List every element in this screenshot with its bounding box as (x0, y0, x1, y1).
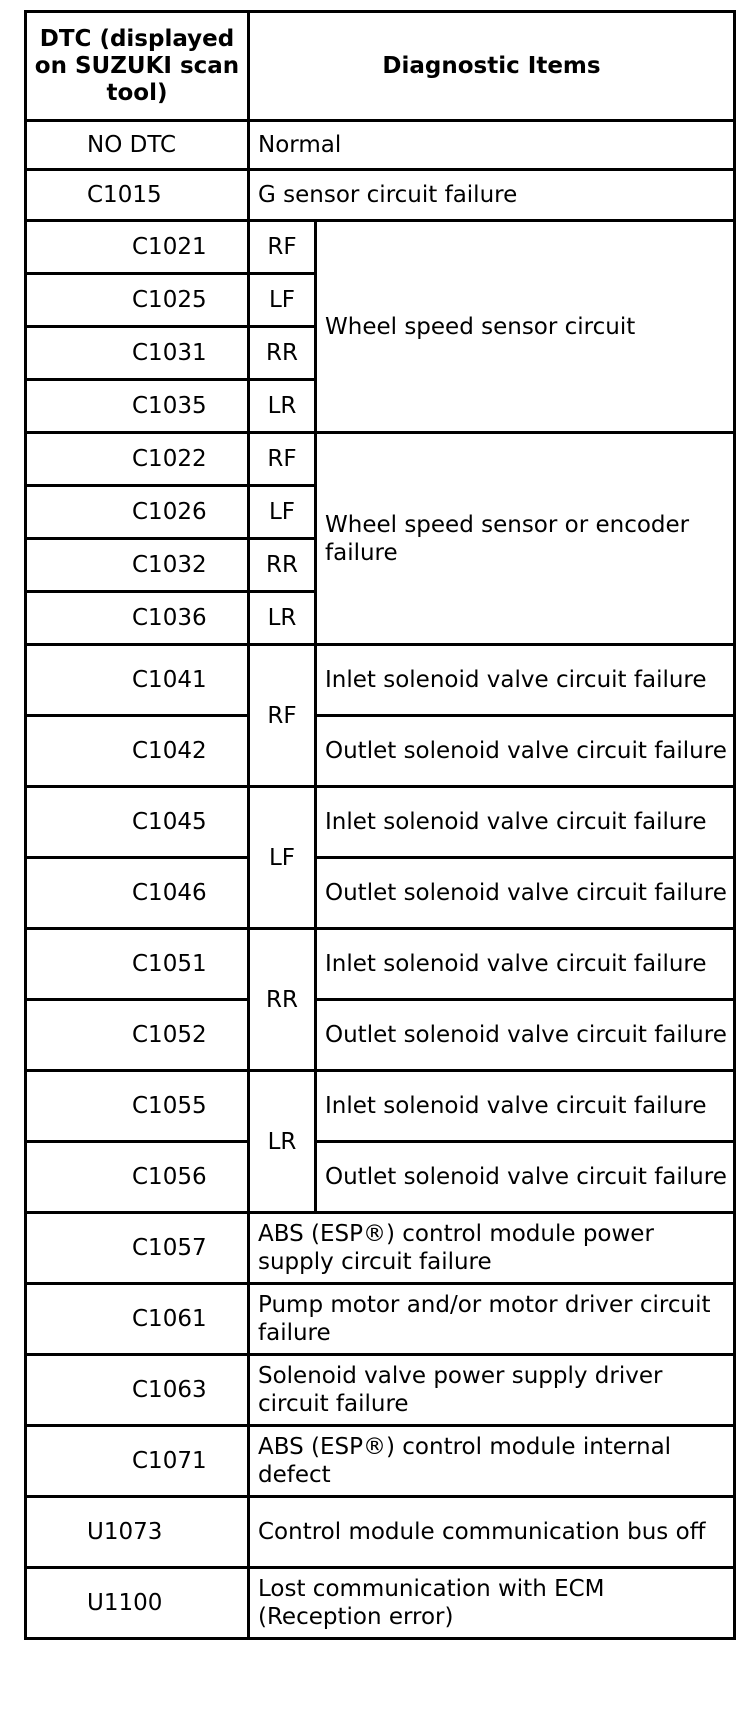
item-cell (314, 431, 736, 646)
dtc-cell (24, 998, 250, 1072)
item-cell (247, 119, 736, 171)
wheel-position: LR (267, 1128, 297, 1155)
dtc-cell (24, 484, 250, 540)
dtc-cell (24, 219, 250, 275)
header-items-cell (247, 10, 736, 122)
dtc-cell (24, 1566, 250, 1640)
dtc-code: C1022 (132, 446, 207, 472)
item-cell (247, 1495, 736, 1569)
diagnostic-item: Pump motor and/or motor driver circuit failure (258, 1292, 711, 1346)
item-cell (314, 998, 736, 1072)
wheel-position: RR (266, 340, 298, 366)
dtc-cell (24, 1353, 250, 1427)
item-cell (247, 168, 736, 222)
wheel-position-cell (247, 785, 317, 930)
item-cell (314, 219, 736, 434)
item-cell (314, 856, 736, 930)
wheel-position-cell (247, 590, 317, 646)
diagnostic-item: Lost communication with ECM (Reception error) (258, 1576, 605, 1630)
wheel-position: LF (268, 287, 296, 313)
dtc-cell (24, 927, 250, 1001)
diagnostic-item: Inlet solenoid valve circuit failure (325, 951, 707, 977)
diagnostic-item: ABS (ESP®) control module internal defect (258, 1434, 672, 1488)
header-items-label: Diagnostic Items (382, 52, 601, 79)
dtc-code: NO DTC (87, 132, 177, 158)
dtc-code: C1036 (132, 605, 207, 631)
wheel-position-cell (247, 643, 317, 788)
dtc-code: U1100 (87, 1590, 163, 1616)
wheel-position: LF (268, 499, 296, 525)
item-cell (314, 785, 736, 859)
header-dtc-label: DTC (displayed on SUZUKI scan tool) (34, 25, 240, 106)
dtc-cell (24, 1211, 250, 1285)
wheel-position-cell (247, 431, 317, 487)
dtc-code: U1073 (87, 1519, 163, 1545)
diagnostic-item: Outlet solenoid valve circuit failure (325, 738, 727, 764)
dtc-code: C1046 (132, 880, 207, 906)
dtc-cell (24, 1140, 250, 1214)
diagnostic-item: Wheel speed sensor or encoder failure (325, 511, 690, 566)
dtc-code: C1032 (132, 552, 207, 578)
item-cell (314, 1140, 736, 1214)
wheel-position: RF (267, 446, 297, 472)
wheel-position-cell (247, 272, 317, 328)
wheel-position: LR (267, 605, 297, 631)
diagnostic-item: Inlet solenoid valve circuit failure (325, 1093, 707, 1119)
dtc-code: C1057 (132, 1235, 207, 1261)
dtc-cell (24, 643, 250, 717)
dtc-code: C1045 (132, 809, 207, 835)
diagnostic-item: Outlet solenoid valve circuit failure (325, 1022, 727, 1048)
wheel-position-cell (247, 325, 317, 381)
diagnostic-item: Outlet solenoid valve circuit failure (325, 880, 727, 906)
item-cell (247, 1353, 736, 1427)
wheel-position-cell (247, 484, 317, 540)
wheel-position: LR (267, 393, 297, 419)
wheel-position-cell (247, 1069, 317, 1214)
dtc-cell (24, 1424, 250, 1498)
diagnostic-item: Solenoid valve power supply driver circuit failure (258, 1363, 663, 1417)
header-dtc-cell (24, 10, 250, 122)
dtc-cell (24, 785, 250, 859)
dtc-code: C1071 (132, 1448, 207, 1474)
item-cell (247, 1566, 736, 1640)
diagnostic-item: Normal (258, 132, 342, 158)
dtc-cell (24, 168, 250, 222)
dtc-code: C1061 (132, 1306, 207, 1332)
item-cell (247, 1211, 736, 1285)
dtc-cell (24, 378, 250, 434)
item-cell (314, 927, 736, 1001)
dtc-cell (24, 1495, 250, 1569)
item-cell (247, 1424, 736, 1498)
diagnostic-item: Wheel speed sensor circuit (325, 313, 636, 340)
dtc-cell (24, 856, 250, 930)
dtc-cell (24, 1069, 250, 1143)
diagnostic-item: ABS (ESP®) control module power supply circuit failure (258, 1221, 654, 1275)
dtc-cell (24, 714, 250, 788)
wheel-position-cell (247, 219, 317, 275)
dtc-code: C1056 (132, 1164, 207, 1190)
dtc-code: C1042 (132, 738, 207, 764)
dtc-code: C1063 (132, 1377, 207, 1403)
wheel-position: RF (267, 702, 297, 729)
wheel-position: RR (266, 986, 298, 1013)
wheel-position-cell (247, 927, 317, 1072)
dtc-cell (24, 325, 250, 381)
wheel-position: RR (266, 552, 298, 578)
wheel-position: RF (267, 234, 297, 260)
diagnostic-item: Inlet solenoid valve circuit failure (325, 809, 707, 835)
diagnostic-item: Inlet solenoid valve circuit failure (325, 667, 707, 693)
dtc-code: C1025 (132, 287, 207, 313)
dtc-cell (24, 1282, 250, 1356)
diagnostic-item: Outlet solenoid valve circuit failure (325, 1164, 727, 1190)
dtc-cell (24, 537, 250, 593)
diagnostic-item: G sensor circuit failure (258, 182, 518, 208)
diagnostic-item: Control module communication bus off (258, 1519, 706, 1545)
dtc-code: C1026 (132, 499, 207, 525)
dtc-code: C1055 (132, 1093, 207, 1119)
dtc-cell (24, 590, 250, 646)
item-cell (314, 714, 736, 788)
dtc-code: C1035 (132, 393, 207, 419)
dtc-cell (24, 431, 250, 487)
dtc-code: C1052 (132, 1022, 207, 1048)
dtc-code: C1021 (132, 234, 207, 260)
wheel-position: LF (268, 844, 296, 871)
item-cell (247, 1282, 736, 1356)
dtc-code: C1051 (132, 951, 207, 977)
dtc-code: C1041 (132, 667, 207, 693)
wheel-position-cell (247, 537, 317, 593)
dtc-cell (24, 119, 250, 171)
dtc-code: C1031 (132, 340, 207, 366)
dtc-cell (24, 272, 250, 328)
dtc-code: C1015 (87, 182, 162, 208)
item-cell (314, 643, 736, 717)
item-cell (314, 1069, 736, 1143)
wheel-position-cell (247, 378, 317, 434)
